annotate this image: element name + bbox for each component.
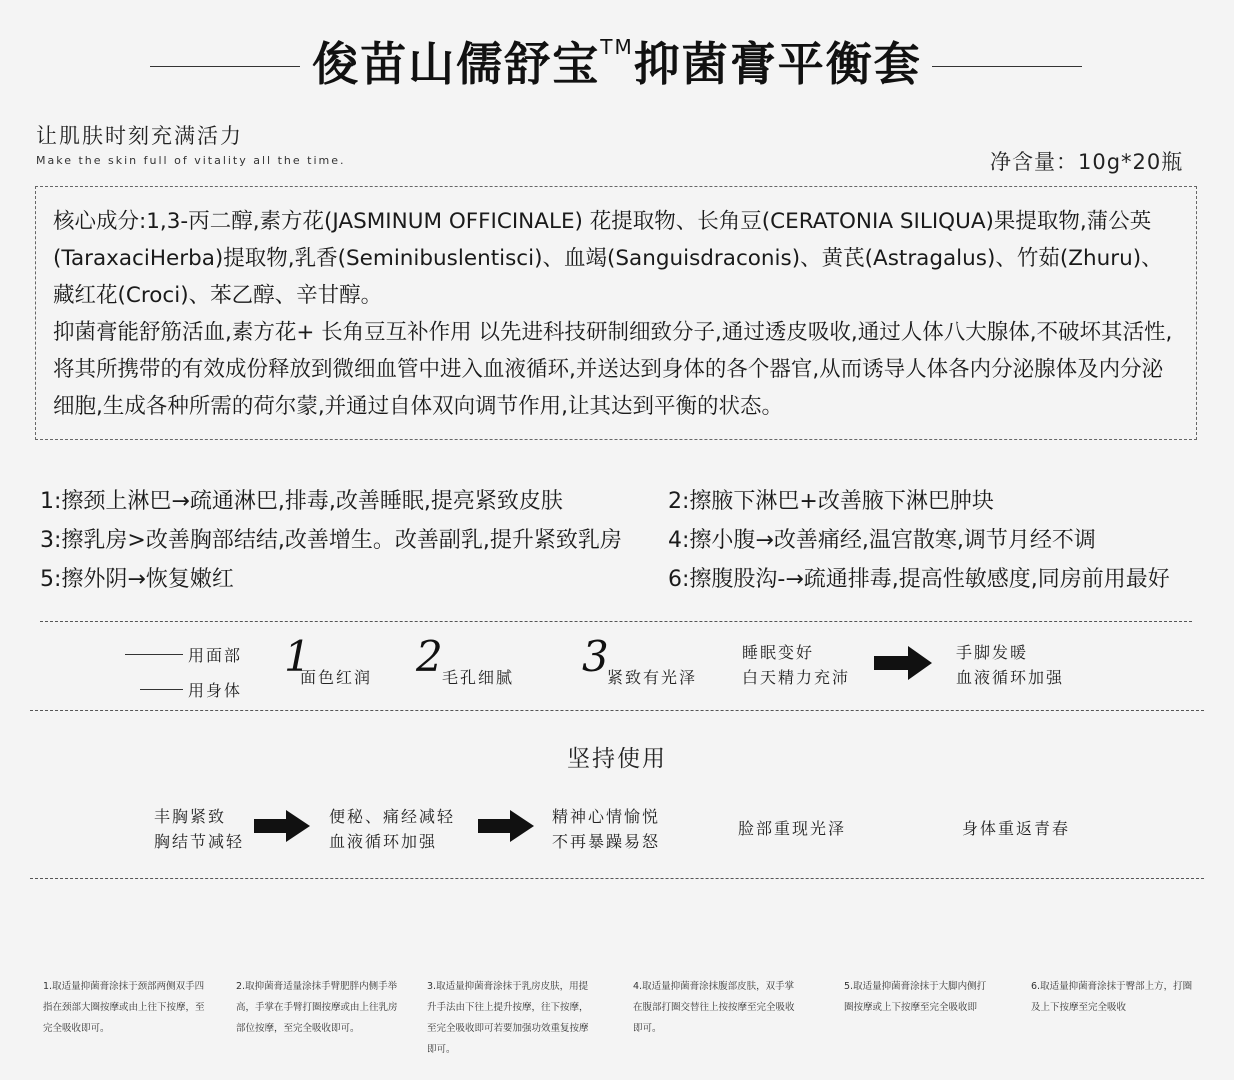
- title-rule-right: [932, 66, 1082, 67]
- usage-sleep-1: 睡眠变好: [742, 643, 815, 662]
- arrow-right-icon: [478, 810, 534, 842]
- persist-b1: 便秘、痛经减轻: [329, 807, 456, 826]
- usage-body: 用身体: [188, 681, 243, 700]
- page-title: [300, 28, 934, 94]
- persist-a2: 胸结节减轻: [154, 832, 245, 851]
- title-brand: 俊苗山儒舒宝: [312, 37, 601, 91]
- usage-number-1: 1: [284, 632, 311, 681]
- step-6: 6.取适量抑菌膏涂抹于臀部上方，打圈及上下按摩至完全吸收: [1031, 981, 1193, 1013]
- arrow-right-icon: [874, 646, 932, 680]
- arrow-right-icon: [254, 810, 310, 842]
- title-rule-left: [150, 66, 300, 67]
- net-content: 净含量：10g*20瓶: [990, 150, 1184, 174]
- usage-item-2: 毛孔细腻: [442, 668, 515, 687]
- usage-number-3: 3: [582, 632, 609, 681]
- benefit-1: 1:擦颈上淋巴→疏通淋巴,排毒,改善睡眠,提亮紧致皮肤: [40, 489, 563, 514]
- persist-c2: 不再暴躁易怒: [552, 832, 661, 851]
- ingredients-effect: 抑菌膏能舒筋活血,素方花+ 长角豆互补作用 以先进科技研制细致分子,通过透皮吸收,通过人体八大腺体,不破坏其活性,将其所携带的有效成份释放到微细血管中进入血液循环,并送达到身体的各个器官,从而诱导人体各内分泌腺体及内分泌细胞,生成各种所需的荷尔蒙,并通过自体双向调节作用,让其达到平衡的状态。: [53, 320, 1173, 419]
- step-5: 5.取适量抑菌膏涂抹于大脚内侧打圈按摩或上下按摩至完全吸收即: [844, 981, 987, 1013]
- divider: [40, 621, 1192, 622]
- benefit-6: 6:擦腹股沟-→疏通排毒,提高性敏感度,同房前用最好: [668, 567, 1170, 592]
- benefit-5: 5:擦外阴→恢复嫩红: [40, 567, 234, 592]
- persist-e: 身体重返青春: [962, 819, 1071, 838]
- step-3: 3.取适量抑菌膏涂抹于乳房皮肤，用提升手法由下往上提升按摩，往下按摩，至完全吸收即可若要加强功效重复按摩即可。: [427, 981, 589, 1055]
- title-suffix: 抑菌膏平衡套: [633, 37, 922, 91]
- usage-number-2: 2: [416, 632, 443, 681]
- face-rule: [125, 654, 183, 655]
- ingredients-box: [35, 186, 1197, 440]
- usage-face: 用面部: [188, 646, 243, 665]
- usage-item-1: 面色红润: [300, 668, 373, 687]
- body-rule: [140, 689, 183, 690]
- usage-sleep-2: 白天精力充沛: [742, 668, 851, 687]
- step-2: 2.取抑菌膏适量涂抹手臂肥胖内侧手举高，手掌在手臂打圈按摩或由上往乳房部位按摩，至完全吸收即可。: [236, 981, 398, 1034]
- usage-item-3: 紧致有光泽: [607, 668, 698, 687]
- persist-b2: 血液循环加强: [329, 832, 438, 851]
- divider: [30, 878, 1204, 879]
- benefit-3: 3:擦乳房>改善胸部结结,改善增生。改善副乳,提升紧致乳房: [40, 528, 622, 553]
- usage-result-2: 血液循环加强: [956, 668, 1065, 687]
- tagline-chinese: 让肌肤时刻充满活力: [36, 124, 243, 148]
- ingredients-core: 核心成分:1,3-丙二醇,素方花(JASMINUM OFFICINALE) 花提取物、长角豆(CERATONIA SILIQUA)果提取物,蒲公英(TaraxaciHerba)提取物,乳香(Seminibuslentisci)、血竭(Sanguisdraconis)、黄芪(Astragalus)、竹茹(Zhuru)、藏红花(Croci)、苯乙醇、辛甘醇。: [53, 209, 1163, 308]
- trademark: TM: [600, 35, 634, 59]
- persist-title: 坚持使用: [567, 746, 667, 772]
- step-1: 1.取适量抑菌膏涂抹于颈部两侧双手四指在颈部大圈按摩或由上往下按摩，至完全吸收即可。: [43, 981, 205, 1034]
- persist-d: 脸部重现光泽: [738, 819, 847, 838]
- benefit-2: 2:擦腋下淋巴+改善腋下淋巴肿块: [668, 489, 994, 514]
- step-4: 4.取适量抑菌膏涂抹腹部皮肤，双手掌在腹部打圈交替往上按按摩至完全吸收即可。: [633, 981, 795, 1034]
- tagline-english: Make the skin full of vitality all the time.: [36, 154, 346, 167]
- persist-c1: 精神心情愉悦: [552, 807, 661, 826]
- usage-result-1: 手脚发暖: [956, 643, 1029, 662]
- persist-a1: 丰胸紧致: [154, 807, 227, 826]
- benefit-4: 4:擦小腹→改善痛经,温宫散寒,调节月经不调: [668, 528, 1096, 553]
- divider: [30, 710, 1204, 711]
